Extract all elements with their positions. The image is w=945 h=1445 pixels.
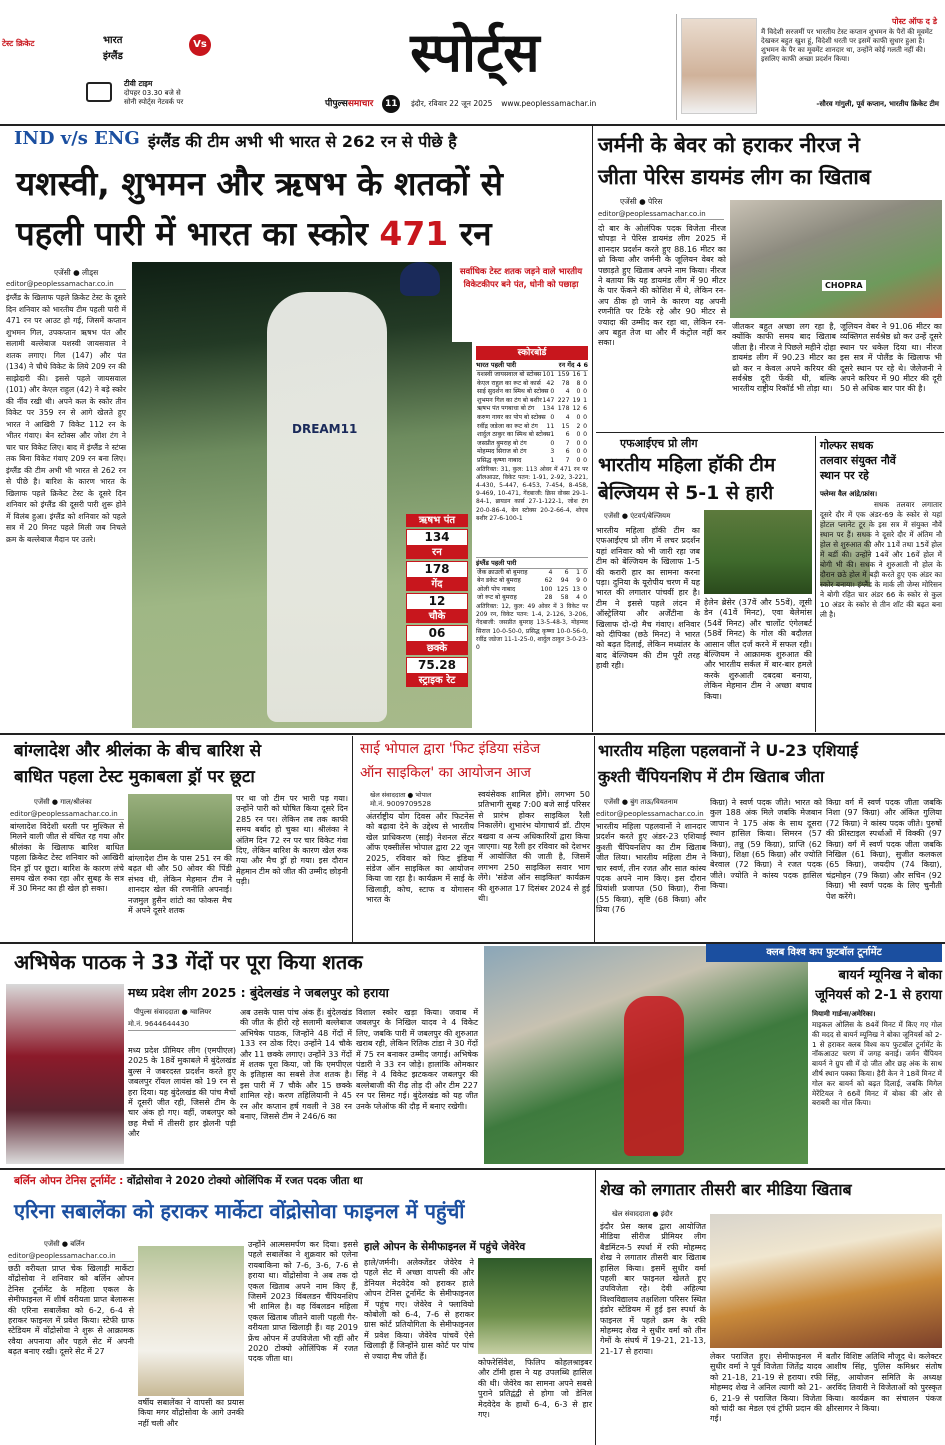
cycle-byline-agency: खेल संवाददाता (370, 791, 406, 799)
lead-headline-2: पहली पारी में भारत का स्कोर (16, 214, 368, 253)
batter-stat: 4 (565, 413, 570, 421)
tennis-photo (138, 1246, 244, 1396)
row4-rule (0, 1168, 945, 1170)
stat-value: 75.28 (406, 657, 468, 674)
club-headline-2: जूनियर्स को 2-1 से हराया (815, 988, 942, 1003)
scoreboard (476, 346, 588, 730)
lead-byline: एजेंसी ● लीड्स (54, 268, 99, 277)
stat-value: 134 (406, 529, 468, 546)
batter-stat: 0 (550, 439, 555, 447)
stats-list (406, 529, 468, 687)
batter-name: जसप्रीत बुमराह बो टंग (477, 439, 527, 447)
batter-stat: 1 (583, 371, 587, 378)
scoreboard-extras-1: अतिरिक्त: 31, कुल: 113 ओवर में 471 रन पर ऑलआउट, विकेट पतन: 1-91, 2-92, 3-221, 4-430, 5-447, 6-453, 7-454, 8-458, 9-469, 10-471, गेंदबाजी: क्रिस वोक्स 29-1-84-1, ब्रायडन कार्स 27-1-122-1, जोश टंग 20-0-86-4, बेन स्टोक्स 20-2-66-4, शोएब बशीर 27-6-100-1 (476, 466, 588, 558)
sheikh-byline: खेल संवाददाता ● इंदौर (612, 1210, 673, 1218)
pant-record-text: सर्वाधिक टेस्ट शतक जड़ने वाले भारतीय विकेटकीपर बने पंत, धोनी को पछाड़ा (459, 267, 583, 290)
stat-value: 178 (406, 561, 468, 578)
wrestling-headline-2: कुश्ती चैंपियनशिप में टीम खिताब जीता (598, 767, 825, 786)
brand-bar (325, 94, 625, 114)
hockey-body-2: हेलेन ब्रेसेर (37वें और 55वें), लूसी डेन (41वें मिनट), एवा बेलेमांस (54वें मिनट) और चार्लोट एंगेलबर्ट (58वें मिनट) के गोल की बदौलत आसान जीत दर्ज करने में सफल रही। बेल्जियम ने आक्रामक शुरुआत की और भारतीय सर्कल में बार-बार हमले करके शुरुआती दबदबा बनाया, लेकिन मेहमान टीम ने अच्छा बचाव किया। (704, 598, 812, 701)
batter-name: प्रसिद्ध कृष्णा नाबाद (477, 456, 522, 464)
brand-name: पीपुल्स (325, 99, 348, 109)
sheikh-body-3: बतौर विशिष्ट अतिथि मौजूद थे। कलेक्टर आशीष सिंह, पुलिस कमिश्नर संतोष सिंह, आयोजन समिति के अध्यक्ष अरविंद तिवारी ने विजेताओं को पुरस्कृत किया। कार्यक्रम का संचालन पंकज क्षीरसागर ने किया। (826, 1352, 942, 1414)
batter-stat: 4 (576, 594, 581, 602)
scoreboard-inn2: इंग्लैंड पहली पारी (476, 558, 588, 569)
rain-byline-place: गाल/श्रीलंका (60, 798, 92, 806)
masthead-title: स्पोर्ट्स (410, 20, 540, 84)
rain-headline-2: बाधित पहला टेस्ट मुकाबला ड्रॉ पर छूटा (14, 767, 255, 787)
batter-stat: 178 (557, 405, 570, 413)
batter-stat: 1 (550, 456, 555, 464)
batter-stat: 78 (561, 379, 570, 387)
batter-name: जैक क्राउली बो बुमराह (477, 568, 528, 576)
abhishek-body-2: अब उसके पास पांच अंक हैं। बुंदेलखंड की जीत के हीरो रहे सलामी बल्लेबाज अभिषेक पाठक, जिन्होंने 48 गेंदों में 133 रन ठोक दिए। उन्होंने 14 चौके और 11 छक्के लगाए। उन्होंने 33 गेंदों में शतक पूरा किया, जो कि एमपीएल के इतिहास का सबसे तेज शतक है। इस पारी में 7 चौके और 15 छक्के शामिल रहे। करण तहिलियानी ने 45 रन और कप्तान हर्ष गवली ने 38 रन बनाए, जिससे टीम ने 246/6 का (240, 1008, 352, 1122)
neeraj-bib: CHOPRA (822, 280, 866, 291)
batter-stat: 42 (546, 379, 555, 387)
batter-stat: 62 (544, 577, 553, 585)
scoreboard-row (476, 388, 588, 397)
rain-email: editor@peoplessamachar.co.in (10, 810, 124, 820)
lead-tag: IND v/s ENG (14, 128, 140, 149)
rain-body-3: पर था जो टीम पर भारी पड़ गया। उन्होंने पारी को घोषित किया दूसरे दिन 285 रन पर। लेकिन तब तक काफी समय बर्बाद हो चुका था। श्रीलंका ने अंतिम दिन 72 रन पर चार विकेट गंवा दिए, लेकिन बारिश के कारण खेल रुक गया और मैच ड्रॉ हो गया। इस दौरान मेहमान टीम को जीत की उम्मीद छोड़नी पड़ी। (236, 794, 348, 887)
batter-stat: 6 (583, 405, 587, 413)
lead-kicker: इंग्लैंड की टीम अभी भी भारत से 262 रन से पीछे है (148, 132, 457, 151)
batter-stat: 100 (540, 585, 553, 593)
batter-stat: 11 (546, 422, 555, 430)
batter-stat: 0 (550, 388, 555, 396)
player-name: ऋषभ पंत (406, 514, 468, 527)
masthead-rule (0, 124, 945, 126)
scoreboard-table-1 (476, 371, 588, 466)
batter-stat: 0 (583, 448, 587, 456)
zverev-headline: हाले ओपन के सेमीफाइनल में पहुंचे जेवेरेव (364, 1241, 526, 1253)
neeraj-headline-2: जीता पेरिस डायमंड लीग का खिताब (598, 165, 871, 189)
abhishek-subhead: मध्य प्रदेश लीग 2025 : बुंदेलखंड ने जबलपुर को हराया (128, 985, 389, 1000)
abhishek-headline: अभिषेक पाठक ने 33 गेंदों पर पूरा किया शतक (14, 950, 363, 974)
batter-stat: 28 (544, 594, 553, 602)
player-helmet (400, 262, 440, 296)
scoreboard-row (476, 414, 588, 423)
wrestling-byline: एजेंसी ● बुंग ताऊ/वियतनाम (604, 798, 678, 806)
batter-stat: 9 (576, 577, 581, 585)
wrestling-body-3: किग्रा वर्ग में स्वर्ण पदक जीता जबकि निशा (97 किग्रा) और अंकित गुलिया (72 किग्रा) ने कांस्य पदक जीते। पुरुषों की फ्रीस्टाइल स्पर्धाओं में विक्की (97 किग्रा) वर्ग में स्वर्ण पदक जीता जबकि निखिल (61 किग्रा), सुजीत कलकल (65 किग्रा), जयदीप (74 किग्रा), चंद्रमोहन (79 किग्रा) और सचिन (92 किग्रा) भी स्वर्ण पदक के लिए चुनौती पेश करेंगे। (826, 798, 942, 901)
abhishek-mobile: मो.नं. 9644644430 (128, 1020, 236, 1031)
scoreboard-row (476, 569, 588, 578)
sheikh-body-2: लेकर पराजित हुए। सेमीफाइनल में सुधीर वर्मा ने पूर्व विजेता जितेंद्र यादव को 21-18, 21-19 से हराया। रफी मोहम्मद शेख ने अनिल त्यागी को 21-6, 21-9 से पराजित किया। विजेता को चांदी का मेडल एवं ट्रॉफी प्रदान की गई। (710, 1352, 822, 1424)
batter-name: शार्दुल ठाकुर का स्मिथ बो स्टोक्स (477, 431, 551, 439)
batter-stat: 0 (576, 431, 581, 439)
neeraj-body-3: जूलियन वेबर ने 91.06 मीटर का व्यक्तिगत सर्वश्रेष्ठ थ्रो कर उन्हें दूसरे स्थान पर धकेल दिया था। नीरज इस सत्र में पोलैंड के खिलाफ भी दूसरे स्थान पर रहे थे। जेलेजनी ने अपने करियर में 90 मीटर की दूरी 50 से अधिक बार पार की है। (840, 322, 942, 394)
batter-stat: 94 (560, 577, 569, 585)
scoreboard-table-2 (476, 569, 588, 603)
batter-stat: 7 (565, 456, 570, 464)
wrestling-body-2: किग्रा) ने स्वर्ण पदक जीते। भारत को कुल 188 अंक मिले जबकि मेजबान जापान ने 175 अंक के साथ दूसरा स्थान हासिल किया। सिमरन (57 किग्रा), तन्नु (59 किग्रा), प्राप्ति (62 किग्रा), शिक्षा (65 किग्रा) और ज्योति बेरवाल (72 किग्रा) ने रजत पदक जीते। ज्योति ने कांस्य पदक हासिल किया। (710, 798, 822, 891)
club-banner: क्लब विश्व कप फुटबॉल टूर्नामेंट (706, 944, 942, 962)
wrestling-byline-agency: एजेंसी (604, 798, 620, 806)
cycle-vrule (594, 736, 595, 942)
abhishek-byline-place: ग्वालियर (190, 1008, 212, 1016)
batter-stat: 0 (576, 388, 581, 396)
jersey-text: DREAM11 (292, 422, 358, 436)
batter-stat: 159 (557, 371, 570, 378)
batter-stat: 125 (556, 585, 569, 593)
stat-label: स्ट्राइक रेट (406, 674, 468, 687)
batter-stat: 4 (565, 388, 570, 396)
website[interactable]: www.peoplessamachar.in (501, 99, 597, 108)
hockey-byline-place: एंटवर्प/बेल्जियम (630, 512, 671, 520)
neeraj-byline-agency: एजेंसी (620, 197, 637, 206)
tennis-headline: एरिना सबालेंका को हराकर मार्केटा वोंद्रोसोवा फाइनल में पहुंचीं (14, 1199, 465, 1223)
abhishek-body-3: विशाल स्कोर खड़ा किया। जवाब में जबलपुर के निखिल यादव ने 4 विकेट लिए, जबकि पारी में जबलपुर की शुरुआत खराब रही, लेकिन रितिक टांडा ने 30 गेंदों में 75 रन बनाकर उम्मीद जगाई। अभिषेक पंडारी ने 33 रन जोड़े। हालांकि ओमकार सिंह ने 4 विकेट झटककर जबलपुर की बल्लेबाजी की रीढ़ तोड़ दी और टीम 227 रन पर सिमट गई। बुंदेलखंड को यह जीत उनके प्लेऑफ की दौड़ में बनाए रखेगी। (356, 1008, 478, 1111)
rain-byline: एजेंसी ● गाल/श्रीलंका (34, 798, 92, 806)
batter-stat: 0 (583, 439, 587, 447)
batter-stat: 0 (583, 568, 587, 576)
rain-vrule (352, 736, 353, 942)
batter-stat: 0 (583, 388, 587, 396)
tennis-byline-place: बर्लिन (70, 1240, 85, 1248)
lead-score-unit: रन (459, 214, 492, 253)
batter-stat: 0 (576, 456, 581, 464)
batter-name: मोहम्मद सिराज बो टंग (477, 448, 527, 456)
batter-stat: 101 (542, 371, 555, 378)
tennis-kicker: बर्लिन ओपन टेनिस टूर्नामेंट : (14, 1175, 124, 1187)
hockey-headline-2: बेल्जियम से 5-1 से हारी (598, 482, 774, 504)
hockey-byline: एजेंसी ● एंटवर्प/बेल्जियम (604, 512, 671, 520)
rain-headline-1: बांग्लादेश और श्रीलंका के बीच बारिश से (14, 741, 262, 761)
batter-stat: 0 (583, 431, 587, 439)
golf-body: सधक तलवार लगातार दूसरे दौर में एक अंडर-69 के स्कोर से यहां होटल प्लानेट टूर के इस सत्र में संयुक्त नौवें स्थान पर हैं। सधक ने दूसरे दौर में अंतिम नौ होल से शुरुआत की और 11वें तथा 15वें होल में बर्डी की। उन्होंने 14वें और 16वें होल में बोगी भी की। सधक ने शुरुआती नौ होल के दौरान छठे होल में बड़ी करते हुए एक अंडर का स्कोर बनाया। इंग्लैंड के मार्क ली जेम्स मोरिसन ने बोगी रहित चार अंडर 66 के स्कोर से कुल 10 अंडर के स्कोर से तीन शॉट की बढ़त बना ली है। (820, 500, 942, 619)
cycle-byline-place: भोपाल (415, 791, 432, 799)
batter-name: ओली पोप नाबाद (477, 585, 516, 593)
batter-stat: 1 (550, 431, 555, 439)
innings1-title: भारत पहली पारी (476, 361, 517, 369)
scoreboard-head: रन गेंद 4 6 (558, 361, 588, 369)
wrestling-body: भारतीय महिला पहलवानों ने शानदार प्रदर्शन करते हुए अंडर-23 एशियाई कुश्ती चैंपियनशिप का टीम खिताब जीत लिया। भारतीय महिला टीम ने चार स्वर्ण, तीन रजत और सात कांस्य पदक अपने नाम किए। इस दौरान प्रियांशी प्रजापत (50 किग्रा), रीना (55 किग्रा), सृष्टि (68 किग्रा) और प्रिया (76 (596, 822, 706, 915)
batter-stat: 0 (576, 413, 581, 421)
zverev-body: हाले/जर्मनी। अलेक्जेंडर जेवेरेव ने पहले सेट में अच्छा वापसी की और डेनियल मेदवेदेव को हराकर हाले ओपन टेनिस टूर्नामेंट के सेमीफाइनल में पहुंच गए। जेवेरेव ने फ्लावियो कोबोली को 6-4, 7-6 से हराकर ग्रास कोर्ट प्रतियोगिता के सेमीफाइनल में प्रवेश किया। जेवेरेव पांचवें ऐसे खिलाड़ी हैं जिन्होंने ग्रास कोर्ट पर पांच से ज्यादा मैच जीते हैं। (364, 1258, 474, 1361)
tv-channel: सोनी स्पोर्ट्स नेटवर्क पर (124, 98, 184, 106)
post-quote: मैं विदेशी सरजमीं पर भारतीय टेस्ट कप्तान शुभमन के पैरों की मूवमेंट देखकर बहुत खुश हूं, विदेशी धरती पर इसमें काफी सुधार हुआ है। शुभमन के पैर का मूवमेंट शानदार था, उन्होंने कोई गलती नहीं की। इसलिए काफी अच्छा प्रदर्शन किया। (761, 28, 933, 63)
batter-name: साई सुदर्शन का स्मिथ बो स्टोक्स (477, 388, 549, 396)
batter-stat: 0 (550, 413, 555, 421)
post-of-day (676, 14, 941, 120)
team2: इंग्लैंड (103, 51, 123, 62)
batter-stat: 0 (583, 594, 587, 602)
scoreboard-row (476, 405, 588, 414)
cycle-headline-2: ऑन साइकिल' का आयोजन आज (360, 765, 531, 781)
sheikh-photo (710, 1214, 942, 1348)
batter-stat: 0 (583, 379, 587, 387)
neeraj-body: दो बार के ओलंपिक पदक विजेता नीरज चोपड़ा ने पेरिस डायमंड लीग 2025 में शानदार प्रदर्शन करते हुए 88.16 मीटर का थ्रो किया और जर्मनी के जूलियन वेबर को पछाड़ते हुए खिताब अपने नाम किया। नीरज ने बताया कि यह डायमंड लीग में 90 मीटर के पार फेंकने की कोशिश में थे, लेकिन रन-अप ठीक हो जाने के कारण यह अपनी रणनीति पर टिके रहे और 90 मीटर से ज्यादा की उम्मीद कर रहा था, लेकिन रन-अप बहुत तेज था और मैं कंट्रोल नहीं कर सका। (598, 224, 726, 348)
batter-name: करुण नायर का पोप बो स्टोक्स (477, 413, 546, 421)
hockey-byline-agency: एजेंसी (604, 512, 620, 520)
abhishek-byline-agency: पीपुल्स संवाददाता (134, 1008, 180, 1016)
abhishek-photo (6, 984, 124, 1164)
cycle-body-2: स्वयंसेवक शामिल होंगे। लगभग 50 प्रतिभागी सुबह 7:00 बजे साई परिसर से प्रारंभ होकर साइकिल रैली निकालेंगे। शुभारंभ योगाचार्य डॉ. टीएम बखवा व अन्य अधिकारियों द्वारा किया जाएगा। यह रैली हर रविवार को देशभर में आयोजित की जाती है, जिसमें लगभग 250 साइकिल सवार भाग लेंगे। 'संडेज ऑन साइकिल' कार्यक्रम की शुरुआत 17 दिसंबर 2024 से हुई थी। (478, 790, 590, 904)
scoreboard-row (476, 594, 588, 603)
club-player (624, 996, 684, 1156)
neeraj-body-2: जीतकर बहुत अच्छा लग रहा है, क्योंकि काफी समय बाद खिताब जीता है। नीरज ने पिछले महीने दोहा डायमंड लीग में 90.23 मीटर का थ्रो कर न केवल अपने करियर की सर्वश्रेष्ठ दूरी फेंकी थी, बल्कि भारतीय राष्ट्रीय रिकॉर्ड भी तोड़ा था। (732, 322, 836, 394)
batter-stat: 58 (560, 594, 569, 602)
golf-lead: फ्लेम्स वैल आंद्रे/फ्रांस। (820, 490, 878, 498)
batter-stat: 0 (583, 413, 587, 421)
hockey-kicker: एफआईएच प्रो लीग (620, 437, 698, 450)
lead-body: इंग्लैंड के खिलाफ पहले क्रिकेट टेस्ट के दूसरे दिन शनिवार को भारतीय टीम पहली पारी में 471 रन पर आउट हो गई, जिसमें कप्तान शुभमन गिल, उपकप्तान ऋषभ पंत और सलामी बल्लेबाज यशस्वी जायसवाल ने शतक लगाए। गिल (147) और पंत (134) ने चौथे विकेट के लिये 209 रन की साझेदारी की। इससे पहले जायसवाल (101) और केएल राहुल (42) ने बड़े स्कोर की नींव रखी थी। अपने कल के स्कोर तीन विकेट पर 359 रन से आगे खेलते हुए भारत ने आखिरी 7 विकेट 112 रन के भीतर गंवाए। बेन स्टोक्स और जोश टंग ने चार चार विकेट लिए। बाद में इंग्लैंड ने स्टंप्स तक बिना विकेट गंवाए 209 रन बना लिए। इंग्लैंड की टीम अभी भी भारत से 262 रन से पीछे है। बारिश के कारण भारत के खिलाफ पहले क्रिकेट टेस्ट के दूसरे दिन शनिवार को इंग्लैंड की दूसरी पारी शुरू होने में विलंब हुआ। इंग्लैंड को शनिवार को पहले सत्र में 20 मिनट पहले मिली जब निचले क्रम के बल्लेबाज मैदान पर उतरे। (6, 293, 126, 544)
batter-name: बेन डकेट बो बुमराह (477, 577, 521, 585)
brand-name-2: समाचार (347, 99, 374, 109)
scoreboard-row (476, 457, 588, 466)
batter-stat: 6 (565, 448, 570, 456)
tv-time: दोपहर 03.30 बजे से (124, 89, 181, 97)
batter-name: जो रूट बो बुमराह (477, 594, 517, 602)
hockey-vrule (815, 436, 816, 732)
golf-headline-1: गोल्फर सधक (820, 439, 874, 452)
stat-value: 12 (406, 593, 468, 610)
stat-label: छक्के (406, 642, 468, 655)
sheikh-headline: शेख को लगातार तीसरी बार मीडिया खिताब (600, 1180, 852, 1199)
hockey-body: भारतीय महिला हॉकी टीम का एफआईएच प्रो लीग में लचर प्रदर्शन यहां शनिवार को भी जारी रहा जब टीम को बेल्जियम के खिलाफ 1-5 की करारी हार का सामना करना पड़ा। दुनिया के यूरोपीय चरण में यह भारत की लगातार पांचवीं हार है। टीम ने इससे पहले लंदन में ऑस्ट्रेलिया और अर्जेंटीना के खिलाफ दो-दो मैच गंवाए। शनिवार को दीपिका (छठे मिनट) ने भारत को बढ़त दिलाई, लेकिन मध्यांतर के बाद बेल्जियम की टीम पूरी तरह हावी रही। (596, 526, 700, 671)
hockey-headline-1: भारतीय महिला हॉकी टीम (598, 454, 776, 476)
scoreboard-row (476, 448, 588, 457)
cycle-mobile: मो.नं. 9009709528 (370, 800, 474, 811)
batter-stat: 0 (583, 422, 587, 430)
tennis-body: छठी वरीयता प्राप्त चेक खिलाड़ी मार्केटा वोंद्रोसोवा ने शनिवार को बर्लिन ओपन टेनिस टूर्नामेंट के महिला एकल के सेमीफाइनल में शीर्ष वरीयता प्राप्त बेलारूस की एरिना सबालेंका को 6-2, 6-4 से हराकर फाइनल में प्रवेश किया। स्टेफी ग्राफ स्टेडियम में वोंद्रोसोवा ने शुरू से आक्रामक रवैया अपनाया और पहले सेट में अपनी बढ़त बनाए रखी। दूसरे सेट में 27 (8, 1264, 134, 1357)
team1: भारत (103, 35, 123, 46)
batter-stat: 15 (561, 422, 570, 430)
club-headline-1: बायर्न म्यूनिख ने बोका (838, 968, 942, 983)
scoreboard-row (476, 423, 588, 432)
batter-stat: 2 (576, 422, 581, 430)
neeraj-photo (730, 200, 942, 318)
cycle-byline: खेल संवाददाता ● भोपाल (370, 791, 432, 799)
post-of-day-label: पोस्ट ऑफ द डे (892, 17, 937, 26)
test-cricket-label: टेस्ट क्रिकेट (2, 39, 35, 48)
tennis-byline-agency: एजेंसी (44, 1240, 60, 1248)
tennis-byline: एजेंसी ● बर्लिन (44, 1240, 85, 1248)
batter-stat: 0 (583, 585, 587, 593)
tennis-email: editor@peoplessamachar.co.in (8, 1252, 134, 1262)
rain-photo (128, 794, 232, 850)
lead-headline-1: यशस्वी, शुभमन और ऋषभ के शतकों से (16, 164, 503, 203)
lead-headline-2-wrap (16, 210, 586, 258)
stat-value: 06 (406, 625, 468, 642)
tennis-kicker-wrap (14, 1172, 594, 1190)
wrestling-email: editor@peoplessamachar.co.in (596, 810, 706, 820)
lead-byline-place: लीड्स (82, 268, 99, 277)
neeraj-email: editor@peoplessamachar.co.in (598, 210, 724, 220)
dateline: इंदौर, रविवार 22 जून 2025 (411, 99, 493, 108)
page-number: 11 (382, 95, 400, 113)
batter-stat: 0 (576, 448, 581, 456)
zverev-body-2: कोफरेसिंवेश, फिलिप कोहलश्राइबर और टॉमी हास ने यह उपलब्धि हासिल की थी। जेवेरेव का सामना अपने सबसे पुराने प्रतिद्वंद्वी से होगा जो डेनिल मेदवेदेव के हाथों 6-4, 6-3 से हार गए। (478, 1358, 592, 1420)
lead-byline-agency: एजेंसी (54, 268, 71, 277)
pant-record-box (452, 262, 590, 342)
wrestling-byline-place: बुंग ताऊ/वियतनाम (630, 798, 678, 806)
batter-stat: 4 (548, 568, 553, 576)
rain-body-2: बांग्लादेश टीम के पास 251 रन की बढ़त थी और 50 ओवर की पिंडी संभव थी, लेकिन मेहमान टीम ने शानदार खेल की रणनीति अपनाई। नजमुल हुसैन शांटो का फोकस मैच में अपने दूसरे शतक (128, 854, 232, 916)
lead-vrule (592, 126, 593, 732)
tennis-body-3: उन्होंने आत्मसमर्पण कर दिया। इससे पहले सबालेंका ने शुक्रवार को एलेना रायबाकिना को 7-6, 3-6, 7-6 से हराया था। वोंद्रोसोवा ने अब तक दो एकल खिताब अपने नाम किए हैं, जिसमें 2023 विंबलडन चैंपियनशिप भी शामिल है। वह विंबलडन महिला एकल खिताब जीतने वाली पहली गैर-वरीयता प्राप्त खिलाड़ी हैं। वह 2019 फ्रेंच ओपन में उपविजेता भी रहीं और 2020 टोक्यो ओलिंपिक में रजत पदक जीता था। (248, 1240, 358, 1364)
wrestling-headline-1: भारतीय महिला पहलवानों ने U-23 एशियाई (598, 741, 858, 760)
lead-score: 471 (379, 214, 449, 253)
neeraj-byline: एजेंसी ● पेरिस (620, 197, 663, 206)
batter-name: रवींद्र जडेजा का रूट बो टंग (477, 422, 538, 430)
quote-author: -सौरव गांगुली, पूर्व कप्तान, भारतीय क्रिकेट टीम (816, 100, 939, 108)
rain-byline-agency: एजेंसी (34, 798, 50, 806)
batter-stat: 0 (583, 577, 587, 585)
batter-name: ऋषभ पंत पगबाधा बो टंग (477, 405, 535, 413)
batter-stat: 227 (557, 396, 570, 404)
scoreboard-row (476, 371, 588, 380)
batter-stat: 0 (583, 456, 587, 464)
stat-label: चौके (406, 610, 468, 623)
pant-stats (406, 514, 468, 734)
batter-stat: 1 (576, 568, 581, 576)
batter-stat: 8 (576, 379, 581, 387)
sheikh-byline-agency: खेल संवाददाता (612, 1210, 651, 1218)
batter-stat: 19 (572, 396, 581, 404)
tv-icon (86, 82, 112, 102)
golf-headline-2: तलवार संयुक्त नौवें (820, 454, 896, 467)
batter-stat: 7 (565, 439, 570, 447)
neeraj-byline-place: पेरिस (648, 197, 663, 206)
batter-stat: 0 (576, 439, 581, 447)
row2-rule (0, 733, 945, 735)
batter-stat: 1 (583, 396, 587, 404)
cycle-headline-1: साई भोपाल द्वारा 'फिट इंडिया संडेज (360, 741, 541, 757)
batter-stat: 3 (550, 448, 555, 456)
batter-stat: 6 (565, 431, 570, 439)
batter-stat: 147 (542, 396, 555, 404)
batter-stat: 13 (572, 585, 581, 593)
batter-stat: 16 (572, 371, 581, 378)
abhishek-body: मध्य प्रदेश प्रीमियर लीग (एमपीएल) 2025 के 18वें मुकाबले में बुंदेलखंड बुल्स ने जबरदस्त प्रदर्शन करते हुए जबलपुर रॉयल लायंस को 19 रन से हरा दिया। यह बुंदेलखंड की पांच मैचों में दूसरी जीत रही, जिससे टीम के चार अंक हो गए। वहीं, जबलपुर को छह मैचों में तीसरी हार झेलनी पड़ी और (128, 1046, 236, 1139)
cycle-body: अंतर्राष्ट्रीय योग दिवस और फिटनेस को बढ़ावा देने के उद्देश्य से भारतीय खेल प्राधिकरण (साई) नेशनल सेंटर ऑफ एक्सीलेंस भोपाल द्वारा 22 जून 2025, रविवार को फिट इंडिया संडेज ऑन साइकिल का आयोजन किया जा रहा है। कार्यक्रम में साई के खिलाड़ी, कोच, स्टाफ व योगासन भारत के (366, 812, 474, 905)
club-lead: मियामी गार्डन्स/अमेरिका। (812, 1010, 876, 1018)
tennis-vrule (595, 1170, 596, 1445)
vs-badge: Vs (189, 34, 211, 56)
stat-label: गेंद (406, 578, 468, 591)
neeraj-rule (596, 432, 944, 433)
scoreboard-extras-2: अतिरिक्त: 12, कुल: 49 ओवर में 3 विकेट पर 209 रन, विकेट पतन: 1-4, 2-126, 3-206, गेंदबाजी: जसप्रीत बुमराह 13-5-48-3, मोहम्मद सिराज 10-0-50-0, प्रसिद्ध कृष्णा 10-0-56-0, रवींद्र जडेजा 11-1-25-0, शार्दुल ठाकुर 3-0-23-0 (476, 602, 588, 651)
abhishek-byline: पीपुल्स संवाददाता ● ग्वालियर (134, 1008, 212, 1016)
tv-label: टीवी टाइम (124, 79, 153, 88)
golf-headline-3: स्थान पर रहे (820, 469, 869, 482)
rain-body: बांग्लादेश विदेशी धरती पर मुश्किल से मिलने वाली जीत से वंचित रह गया और श्रीलंका के खिलाफ बारिश बाधित पहला क्रिकेट टेस्ट शनिवार को आखिरी दिन ड्रॉ पर छूटा। बारिश के कारण लंचे समय खेल रुका रहा और सुबह के सत्र में 30 मिनट का ही खेल हो सका। (10, 822, 124, 894)
neeraj-headline-1: जर्मनी के बेवर को हराकर नीरज ने (598, 133, 860, 157)
batter-name: शुभमन गिल का टंग बो बशीर (477, 396, 542, 404)
stat-label: रन (406, 546, 468, 559)
batter-stat: 6 (564, 568, 569, 576)
batter-stat: 134 (542, 405, 555, 413)
batter-name: केएल राहुल का रूट बो कार्स (477, 379, 541, 387)
scoreboard-title: स्कोरबोर्ड (476, 346, 588, 360)
zverev-photo (478, 1258, 592, 1354)
batter-name: यशस्वी जायसवाल बो स्टोक्स (477, 371, 542, 378)
sheikh-body: इंदौर प्रेस क्लब द्वारा आयोजित मीडिया सीरीज प्रीमियर लीग बैडमिंटन-5 स्पर्धा में रफी मोहम्मद शेख ने लगातार तीसरी बार खिताब हासिल किया। इसमें सुधीर वर्मा पहली बार फाइनल खेलते हुए उपविजेता रहे। देवी अहिल्या विश्वविद्यालय तक्षशिला परिसर स्थित इंडोर स्टेडियम में हुई इस स्पर्धा के फाइनल में पहले क्रम के रफी मोहम्मद शेख ने सुधीर वर्मा को तीन गेमों के संघर्ष में 19-21, 21-13, 21-17 से हराया। (600, 1222, 706, 1356)
scoreboard-row (476, 431, 588, 440)
tennis-body-2: वर्षीय सबालेंका ने वापसी का प्रयास किया मगर वोंद्रोसोवा के आगे उनकी नहीं चली और (138, 1398, 244, 1428)
ganguly-photo (681, 18, 757, 114)
batter-stat: 12 (572, 405, 581, 413)
sheikh-byline-place: इंदौर (660, 1210, 673, 1218)
club-body: माइकल ओलिस के 84वें मिनट में किए गए गोल की मदद से बायर्न म्यूनिख ने बोका जूनियर्स को 2-1 से हराकर क्लब विश्व कप फुटबॉल टूर्नामेंट के नॉकआउट चरण में जगह बनाई। जर्मन चैंपियन बायर्न ने ग्रुप सी में दो जीत और छह अंक के साथ शीर्ष स्थान पक्का किया। हैरी केन ने 18वें मिनट में गोल कर बायर्न को बढ़त दिलाई, जबकि मिगेल मेरेंटियल ने 66वें मिनट में बोका की ओर से बराबरी का गोल किया। (812, 1020, 942, 1108)
scoreboard-row (476, 380, 588, 389)
scoreboard-inn1 (476, 360, 588, 371)
player-figure (267, 292, 387, 722)
tennis-kicker-2: वोंद्रोसोवा ने 2020 टोक्यो ओलिंपिक में रजत पदक जीता था (127, 1175, 363, 1187)
scoreboard-row (476, 577, 588, 586)
masthead-left (0, 0, 230, 122)
lead-email: editor@peoplessamachar.co.in (6, 280, 126, 290)
hockey-photo (704, 510, 812, 594)
